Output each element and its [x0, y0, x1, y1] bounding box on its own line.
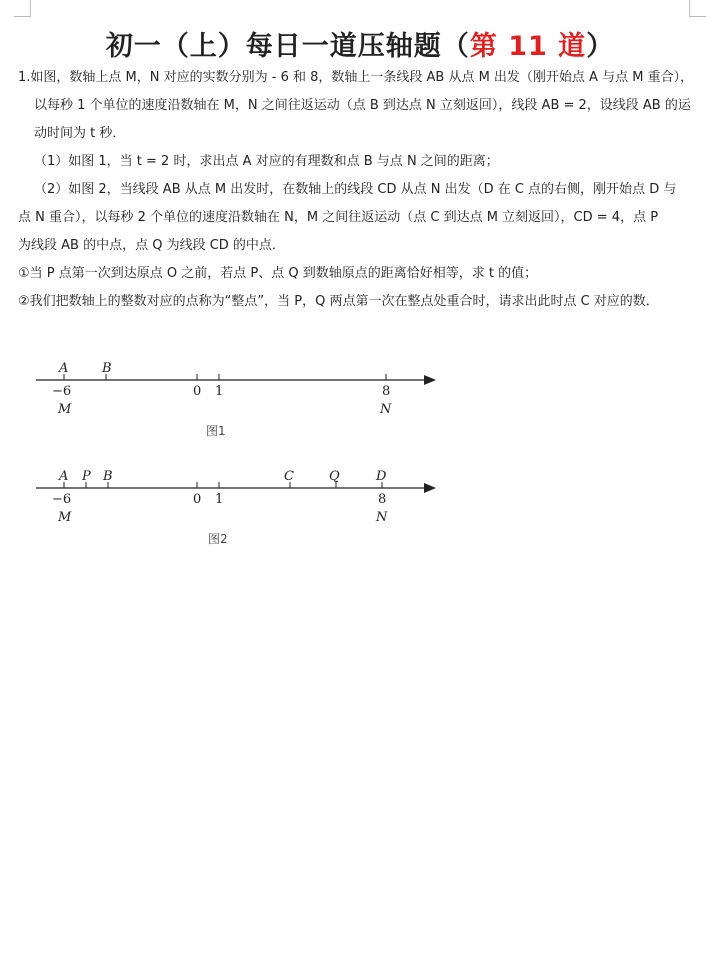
label-n: N: [380, 402, 392, 417]
label-m: M: [58, 510, 72, 525]
problem-line: ①当 P 点第一次到达原点 O 之前，若点 P、点 Q 到数轴原点的距离恰好相等，求 t 的值；: [18, 266, 538, 281]
tick-label-zero: 0: [193, 492, 202, 507]
tick-label-eight: 8: [378, 492, 387, 507]
tick-label-minus-six: −6: [52, 492, 72, 507]
problem-line: （1）如图 1，当 t = 2 时，求出点 A 对应的有理数和点 B 与点 N 之间的距离；: [34, 154, 499, 169]
problem-line: 为线段 AB 的中点，点 Q 为线段 CD 的中点．: [18, 238, 285, 253]
problem-line: ②我们把数轴上的整数对应的点称为“整点”，当 P，Q 两点第一次在整点处重合时，请求出此时点 C 对应的数．: [18, 294, 659, 309]
problem-line: 点 N 重合），以每秒 2 个单位的速度沿数轴在 N，M 之间往返运动（点 C 到达点 M 立刻返回），CD = 4，点 P: [18, 210, 659, 225]
figure-1-caption: 图1: [206, 424, 226, 438]
figure-2-number-line: [28, 462, 448, 552]
axis-arrow-icon: [424, 483, 436, 493]
page-corner-mark-right: [689, 0, 706, 17]
tick-label-eight: 8: [382, 384, 391, 399]
figure-2-caption: 图2: [208, 532, 228, 546]
label-b: B: [103, 469, 113, 484]
title-suffix: ）: [586, 31, 615, 62]
page-corner-mark-left: [14, 0, 31, 17]
label-a: A: [59, 361, 69, 376]
tick-label-minus-six: −6: [52, 384, 72, 399]
tick-label-one: 1: [215, 492, 224, 507]
problem-line: （2）如图 2，当线段 AB 从点 M 出发时，在数轴上的线段 CD 从点 N 出发（D 在 C 点的右侧，刚开始点 D 与: [34, 182, 677, 197]
problem-line: 以每秒 1 个单位的速度沿数轴在 M，N 之间往返运动（点 B 到达点 N 立刻返回），线段 AB = 2，设线段 AB 的运: [34, 98, 691, 113]
label-n: N: [376, 510, 388, 525]
figure-1-number-line: [28, 358, 448, 448]
title-prefix: 初一（上）每日一道压轴题（: [105, 31, 470, 62]
problem-line: 1.如图，数轴上点 M，N 对应的实数分别为 - 6 和 8，数轴上一条线段 AB 从点 M 出发（刚开始点 A 与点 M 重合），: [18, 70, 694, 85]
tick-label-zero: 0: [193, 384, 202, 399]
label-p: P: [82, 469, 91, 484]
page-title: [0, 24, 720, 63]
title-highlight: 第 11 道: [469, 31, 587, 62]
label-c: C: [284, 469, 294, 484]
label-a: A: [59, 469, 69, 484]
problem-text: [18, 64, 702, 316]
tick-label-one: 1: [215, 384, 224, 399]
label-d: D: [376, 469, 387, 484]
problem-line: 动时间为 t 秒．: [34, 126, 126, 141]
axis-arrow-icon: [424, 375, 436, 385]
label-m: M: [58, 402, 72, 417]
label-q: Q: [329, 469, 340, 484]
label-b: B: [102, 361, 112, 376]
